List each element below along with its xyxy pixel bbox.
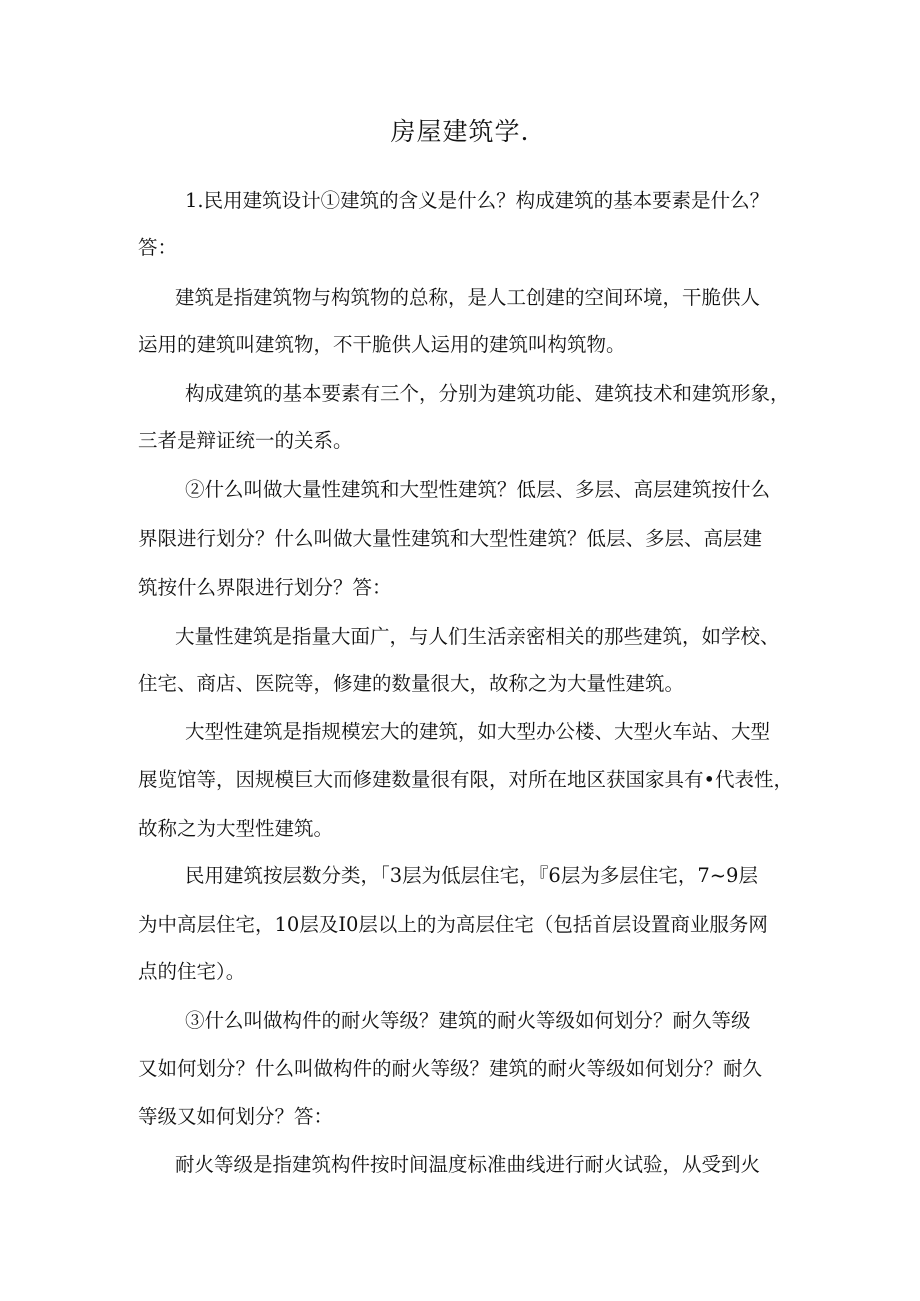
- question-2-line-3: 筑按什么界限进行划分？答：: [138, 576, 392, 599]
- question-3-line-2: 又如何划分？什么叫做构件的耐火等级？建筑的耐火等级如何划分？耐久: [138, 1057, 763, 1080]
- paragraph-4-line-1: 大型性建筑是指规模宏大的建筑，如大型办公楼、大型火车站、大型: [185, 720, 771, 743]
- document-title: 房屋建筑学.: [390, 117, 530, 146]
- paragraph-2-line-2: 三者是辩证统一的关系。: [138, 429, 353, 452]
- paragraph-4-line-3: 故称之为大型性建筑。: [138, 817, 334, 840]
- paragraph-6-line-1: 耐火等级是指建筑构件按时间温度标准曲线进行耐火试验，从受到火: [175, 1153, 761, 1176]
- paragraph-4-line-2: 展览馆等，因规模巨大而修建数量很有限，对所在地区获国家具有•代表性，: [138, 768, 794, 791]
- question-1-answer-label: 答：: [138, 236, 178, 259]
- paragraph-1-line-1: 建筑是指建筑物与构筑物的总称，是人工创建的空间环境，干脆供人: [175, 286, 761, 309]
- paragraph-5-line-1: 民用建筑按层数分类，「3层为低层住宅，『6层为多层住宅，7~9层: [185, 864, 758, 887]
- paragraph-3-line-1: 大量性建筑是指量大面广，与人们生活亲密相关的那些建筑，如学校、: [175, 625, 780, 648]
- paragraph-2-line-1: 构成建筑的基本要素有三个，分别为建筑功能、建筑技术和建筑形象，: [185, 382, 790, 405]
- question-2-line-2: 界限进行划分？什么叫做大量性建筑和大型性建筑？低层、多层、高层建: [138, 527, 763, 550]
- paragraph-5-line-3: 点的住宅）。: [138, 960, 246, 983]
- question-1-line-1: 1.民用建筑设计①建筑的含义是什么？构成建筑的基本要素是什么？: [185, 189, 770, 212]
- question-2-line-1: ②什么叫做大量性建筑和大型性建筑？低层、多层、高层建筑按什么: [185, 478, 771, 501]
- question-3-line-1: ③什么叫做构件的耐火等级？建筑的耐火等级如何划分？耐久等级: [185, 1009, 751, 1032]
- question-3-line-3: 等级又如何划分？答：: [138, 1105, 334, 1128]
- paragraph-1-line-2: 运用的建筑叫建筑物，不干脆供人运用的建筑叫构筑物。: [138, 333, 626, 356]
- paragraph-5-line-2: 为中高层住宅，10层及I0层以上的为高层住宅（包括首层设置商业服务网: [138, 913, 768, 936]
- paragraph-3-line-2: 住宅、商店、医院等，修建的数量很大，故称之为大量性建筑。: [138, 672, 685, 695]
